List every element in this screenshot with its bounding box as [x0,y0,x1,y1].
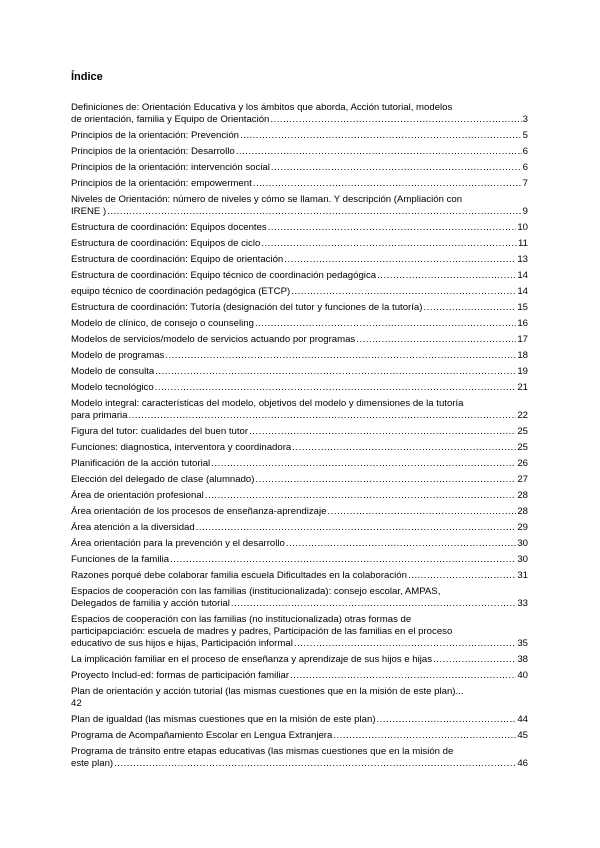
toc-entry-page: 22 [517,410,528,421]
toc-entry-title: Estructura de coordinación: Equipo técnico de coordinación pedagógica [71,270,377,281]
toc-leader-dots [261,238,517,250]
toc-entry-page: 13 [517,254,528,265]
toc-leader-dots [240,130,522,142]
toc-entry[interactable] [71,654,528,666]
toc-entry-title: Proyecto Includ-ed: formas de participación familiar [71,670,290,681]
toc-entry[interactable] [71,458,528,470]
toc-entry-page: 11 [518,238,528,249]
toc-leader-dots [284,254,516,266]
toc-entry[interactable] [71,506,528,518]
toc-title: Índice [71,71,103,83]
toc-leader-dots [253,178,522,190]
toc-entry-page: 15 [517,302,528,313]
toc-leader-dots [291,286,516,298]
toc-entry-title: Estructura de coordinación: Equipos de ciclo [71,238,261,249]
toc-leader-dots [129,410,517,422]
toc-entry[interactable] [71,350,528,362]
toc-entry-title: Funciones de la familia [71,554,170,565]
toc-entry-page: 19 [517,366,528,377]
toc-entry-page: 33 [517,598,528,609]
toc-entry[interactable] [71,474,528,486]
toc-leader-dots [236,146,522,158]
toc-entry-title: Principios de la orientación: Desarrollo [71,146,235,157]
toc-entry-text-line: Definiciones de: Orientación Educativa y los ámbitos que aborda, Acción tutorial, modelos [71,102,453,113]
toc-entry-title: Estructura de coordinación: Equipo de orientación [71,254,284,265]
toc-leader-dots [249,426,516,438]
toc-entry[interactable] [71,522,528,534]
toc-entry[interactable] [71,366,528,378]
toc-entry[interactable] [71,238,528,250]
toc-entry[interactable] [71,130,528,142]
toc-entry-title: Modelo de consulta [71,366,155,377]
toc-leader-dots [408,570,516,582]
toc-entry-page: 3 [522,114,528,125]
toc-entry-page: 29 [517,522,528,533]
toc-entry-page: 38 [517,654,528,665]
toc-entry-title: Modelo tecnológico [71,382,154,393]
toc-entry[interactable] [71,398,528,422]
toc-leader-dots [377,270,516,282]
toc-entry-page: 31 [517,570,528,581]
toc-entry-page: 42 [71,698,82,709]
toc-entry-text-line: Modelo integral: características del modelo, objetivos del modelo y dimensiones de la tutoría [71,398,464,409]
toc-leader-dots [205,490,517,502]
toc-entry-page: 45 [517,730,528,741]
toc-leader-dots [356,334,516,346]
toc-leader-dots [270,114,521,126]
toc-entry-title: Modelo de clínico, de consejo o counseling [71,318,254,329]
toc-entry-title: educativo de sus hijos e hijas, Participación informal [71,638,293,649]
toc-leader-dots [294,638,516,650]
toc-entry-page: 5 [522,130,528,141]
toc-entry-page: 28 [517,490,528,501]
toc-entry-page: 16 [517,318,528,329]
toc-entry-page: 14 [517,270,528,281]
toc-entry-page: 10 [517,222,528,233]
toc-entry-page: 30 [517,538,528,549]
toc-entry-title: Plan de igualdad (las mismas cuestiones que en la misión de este plan) [71,714,376,725]
toc-entry-page: 26 [517,458,528,469]
toc-entry-title: este plan) [71,758,114,769]
toc-entry[interactable] [71,586,528,610]
toc-entry[interactable] [71,442,528,454]
toc-entry-title: La implicación familiar en el proceso de enseñanza y aprendizaje de sus hijos e hijas [71,654,433,665]
toc-entry-title: Modelos de servicios/modelo de servicios actuando por programas [71,334,356,345]
toc-entry-page: 21 [517,382,528,393]
toc-entry-title: Planificación de la acción tutorial [71,458,211,469]
toc-entry[interactable] [71,302,528,314]
toc-entry-title: Elección del delegado de clase (alumnado) [71,474,255,485]
toc-leader-dots [155,366,516,378]
toc-entry-text-line: Espacios de cooperación con las familias (no institucionalizada) otras formas de [71,614,412,625]
toc-leader-dots [170,554,516,566]
toc-entry-page: 30 [517,554,528,565]
toc-entry-page: 18 [517,350,528,361]
toc-entry[interactable] [71,382,528,394]
toc-entry-page: 25 [517,426,528,437]
toc-entry-page: 9 [522,206,528,217]
toc-entry-title: para primaria [71,410,128,421]
toc-leader-dots [155,382,517,394]
toc-entry-text-line: Niveles de Orientación: número de niveles y cómo se llaman. Y descripción (Ampliación con [71,194,463,205]
toc-entry[interactable] [71,746,528,770]
toc-entry-title: Delegados de familia y acción tutorial [71,598,230,609]
toc-entry[interactable] [71,570,528,582]
toc-leader-dots [255,474,516,486]
toc-leader-dots [292,442,516,454]
toc-entry[interactable] [71,178,528,190]
toc-entry-title: Principios de la orientación: Prevención [71,130,239,141]
toc-leader-dots [268,222,517,234]
toc-entry-page: 17 [517,334,528,345]
toc-entry[interactable] [71,102,528,126]
toc-entry-text-line: Programa de tránsito entre etapas educativas (las mismas cuestiones que en la misión de [71,746,454,757]
toc-entry[interactable] [71,490,528,502]
toc-leader-dots [107,206,521,218]
toc-entry[interactable] [71,714,528,726]
toc-entry-page: 35 [517,638,528,649]
toc-entry-text-line: Plan de orientación y acción tutorial (las mismas cuestiones que en la misión de este plan)... [71,686,464,697]
toc-leader-dots [333,730,516,742]
toc-entry-title: Estructura de coordinación: Tutoría (designación del tutor y funciones de la tutoría) [71,302,423,313]
toc-entry-page: 46 [517,758,528,769]
toc-entry-page: 27 [517,474,528,485]
toc-entry[interactable] [71,670,528,682]
toc-entry[interactable] [71,334,528,346]
toc-leader-dots [231,598,516,610]
toc-entry[interactable] [71,614,528,650]
toc-entry-title: Área atención a la diversidad [71,522,195,533]
toc-leader-dots [377,714,517,726]
table-of-contents [71,102,528,770]
toc-entry-title: Estructura de coordinación: Equipos docentes [71,222,267,233]
toc-entry-title: Área de orientación profesional [71,490,204,501]
toc-leader-dots [433,654,516,666]
toc-entry-page: 44 [517,714,528,725]
toc-leader-dots [255,318,516,330]
toc-entry[interactable] [71,222,528,234]
toc-entry[interactable] [71,194,528,218]
toc-entry-title: IRENE ) [71,206,107,217]
toc-leader-dots [423,302,516,314]
toc-entry-page: 25 [517,442,528,453]
toc-entry[interactable] [71,318,528,330]
toc-entry[interactable] [71,254,528,266]
toc-entry-page: 40 [517,670,528,681]
toc-entry[interactable] [71,538,528,550]
toc-leader-dots [114,758,516,770]
toc-entry-page: 7 [522,178,528,189]
toc-entry-title: Razones porqué debe colaborar familia escuela Dificultades en la colaboración [71,570,407,581]
toc-entry-title: Figura del tutor: cualidades del buen tutor [71,426,249,437]
toc-leader-dots [271,162,522,174]
toc-entry-title: Principios de la orientación: empowerment [71,178,252,189]
toc-leader-dots [165,350,516,362]
toc-entry-page: 28 [517,506,528,517]
toc-entry-title: Área orientación para la prevención y el desarrollo [71,538,285,549]
toc-entry[interactable] [71,162,528,174]
toc-entry[interactable] [71,686,528,710]
toc-entry-title: Funciones: diagnostica, interventora y coordinadora [71,442,292,453]
toc-entry-title: Área orientación de los procesos de enseñanza-aprendizaje [71,506,327,517]
toc-entry-title: Programa de Acompañamiento Escolar en Lengua Extranjera [71,730,333,741]
toc-leader-dots [327,506,516,518]
toc-entry-page: 6 [522,162,528,173]
toc-entry[interactable] [71,730,528,742]
toc-entry-text-line: Espacios de cooperación con las familias (institucionalizada): consejo escolar, AMPAS, [71,586,441,597]
toc-entry-title: Principios de la orientación: intervención social [71,162,270,173]
toc-entry-title: de orientación, familia y Equipo de Orientación [71,114,270,125]
toc-entry[interactable] [71,146,528,158]
toc-leader-dots [286,538,516,550]
toc-entry[interactable] [71,426,528,438]
toc-entry-title: Modelo de programas [71,350,165,361]
toc-entry-page: 14 [517,286,528,297]
toc-entry[interactable] [71,286,528,298]
toc-entry-text-line: participapciación: escuela de madres y padres, Participación de las familias en el proceso [71,626,453,637]
toc-leader-dots [290,670,516,682]
toc-leader-dots [196,522,517,534]
toc-entry-page: 6 [522,146,528,157]
toc-entry-title: equipo técnico de coordinación pedagógica (ETCP) [71,286,291,297]
toc-leader-dots [211,458,516,470]
toc-entry[interactable] [71,270,528,282]
toc-entry[interactable] [71,554,528,566]
